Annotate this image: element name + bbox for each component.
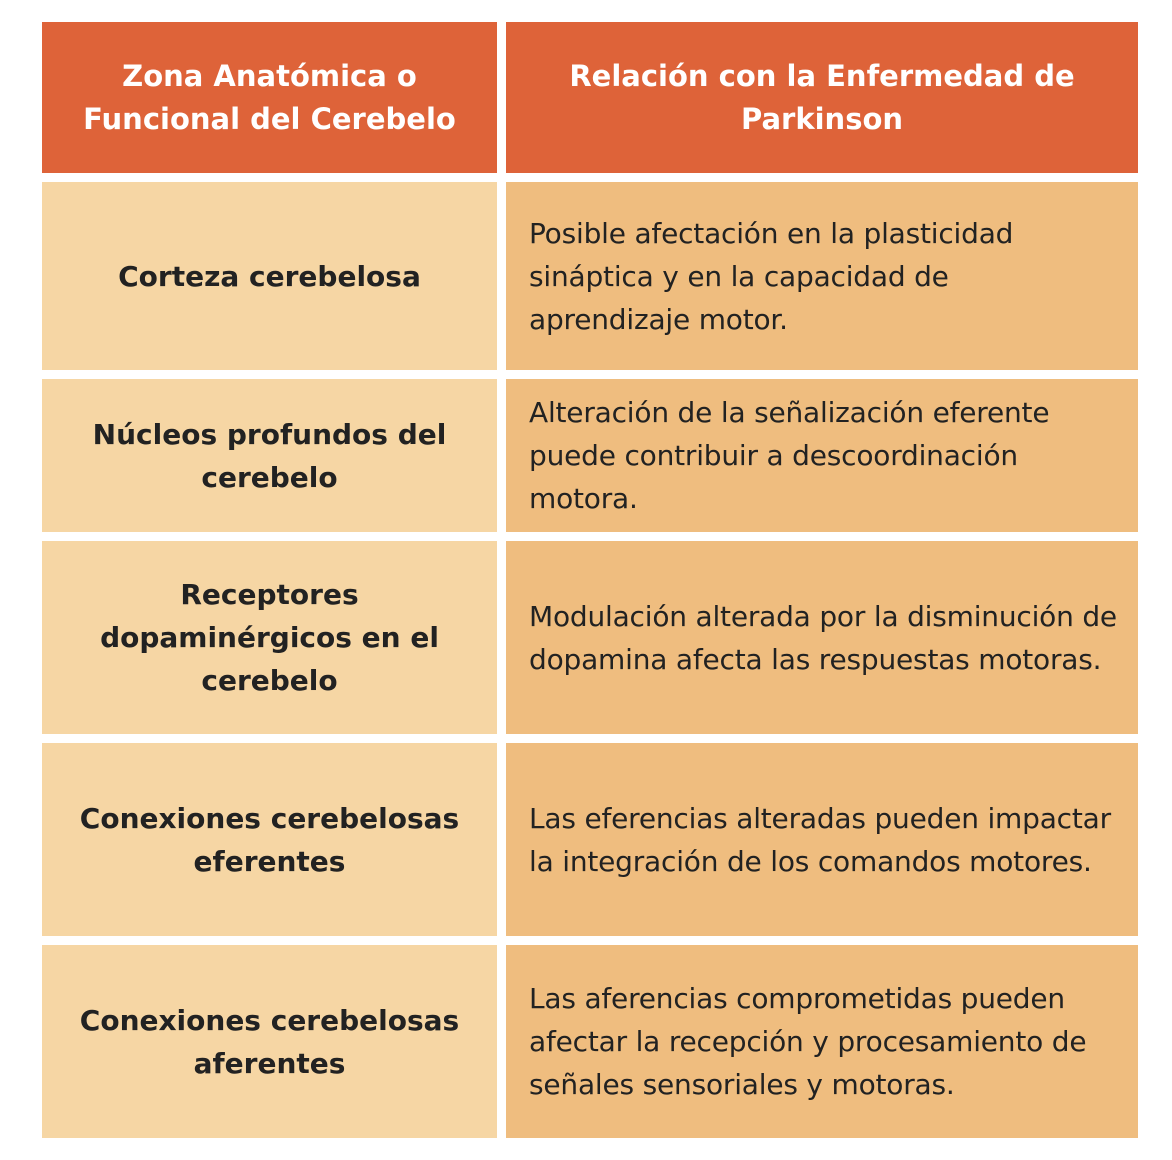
- header-relation: Relación con la Enfermedad de Parkinson: [506, 22, 1138, 173]
- row-relation: Las eferencias alteradas pueden impactar la integración de los comandos motores.: [506, 743, 1138, 936]
- header-zone: Zona Anatómica o Funcional del Cerebelo: [42, 22, 497, 173]
- row-zone: Núcleos profundos del cerebelo: [42, 379, 497, 532]
- row-zone: Corteza cerebelosa: [42, 182, 497, 370]
- row-zone: Receptores dopaminérgicos en el cerebelo: [42, 541, 497, 734]
- row-zone: Conexiones cerebelosas eferentes: [42, 743, 497, 936]
- row-relation: Alteración de la señalización eferente puede contribuir a descoordinación motora.: [506, 379, 1138, 532]
- row-zone: Conexiones cerebelosas aferentes: [42, 945, 497, 1138]
- row-relation: Modulación alterada por la disminución de dopamina afecta las respuestas motoras.: [506, 541, 1138, 734]
- row-relation: Posible afectación en la plasticidad sináptica y en la capacidad de aprendizaje motor.: [506, 182, 1138, 370]
- row-relation: Las aferencias comprometidas pueden afectar la recepción y procesamiento de señales sensoriales y motoras.: [506, 945, 1138, 1138]
- cerebellum-parkinson-table: [42, 22, 1138, 1138]
